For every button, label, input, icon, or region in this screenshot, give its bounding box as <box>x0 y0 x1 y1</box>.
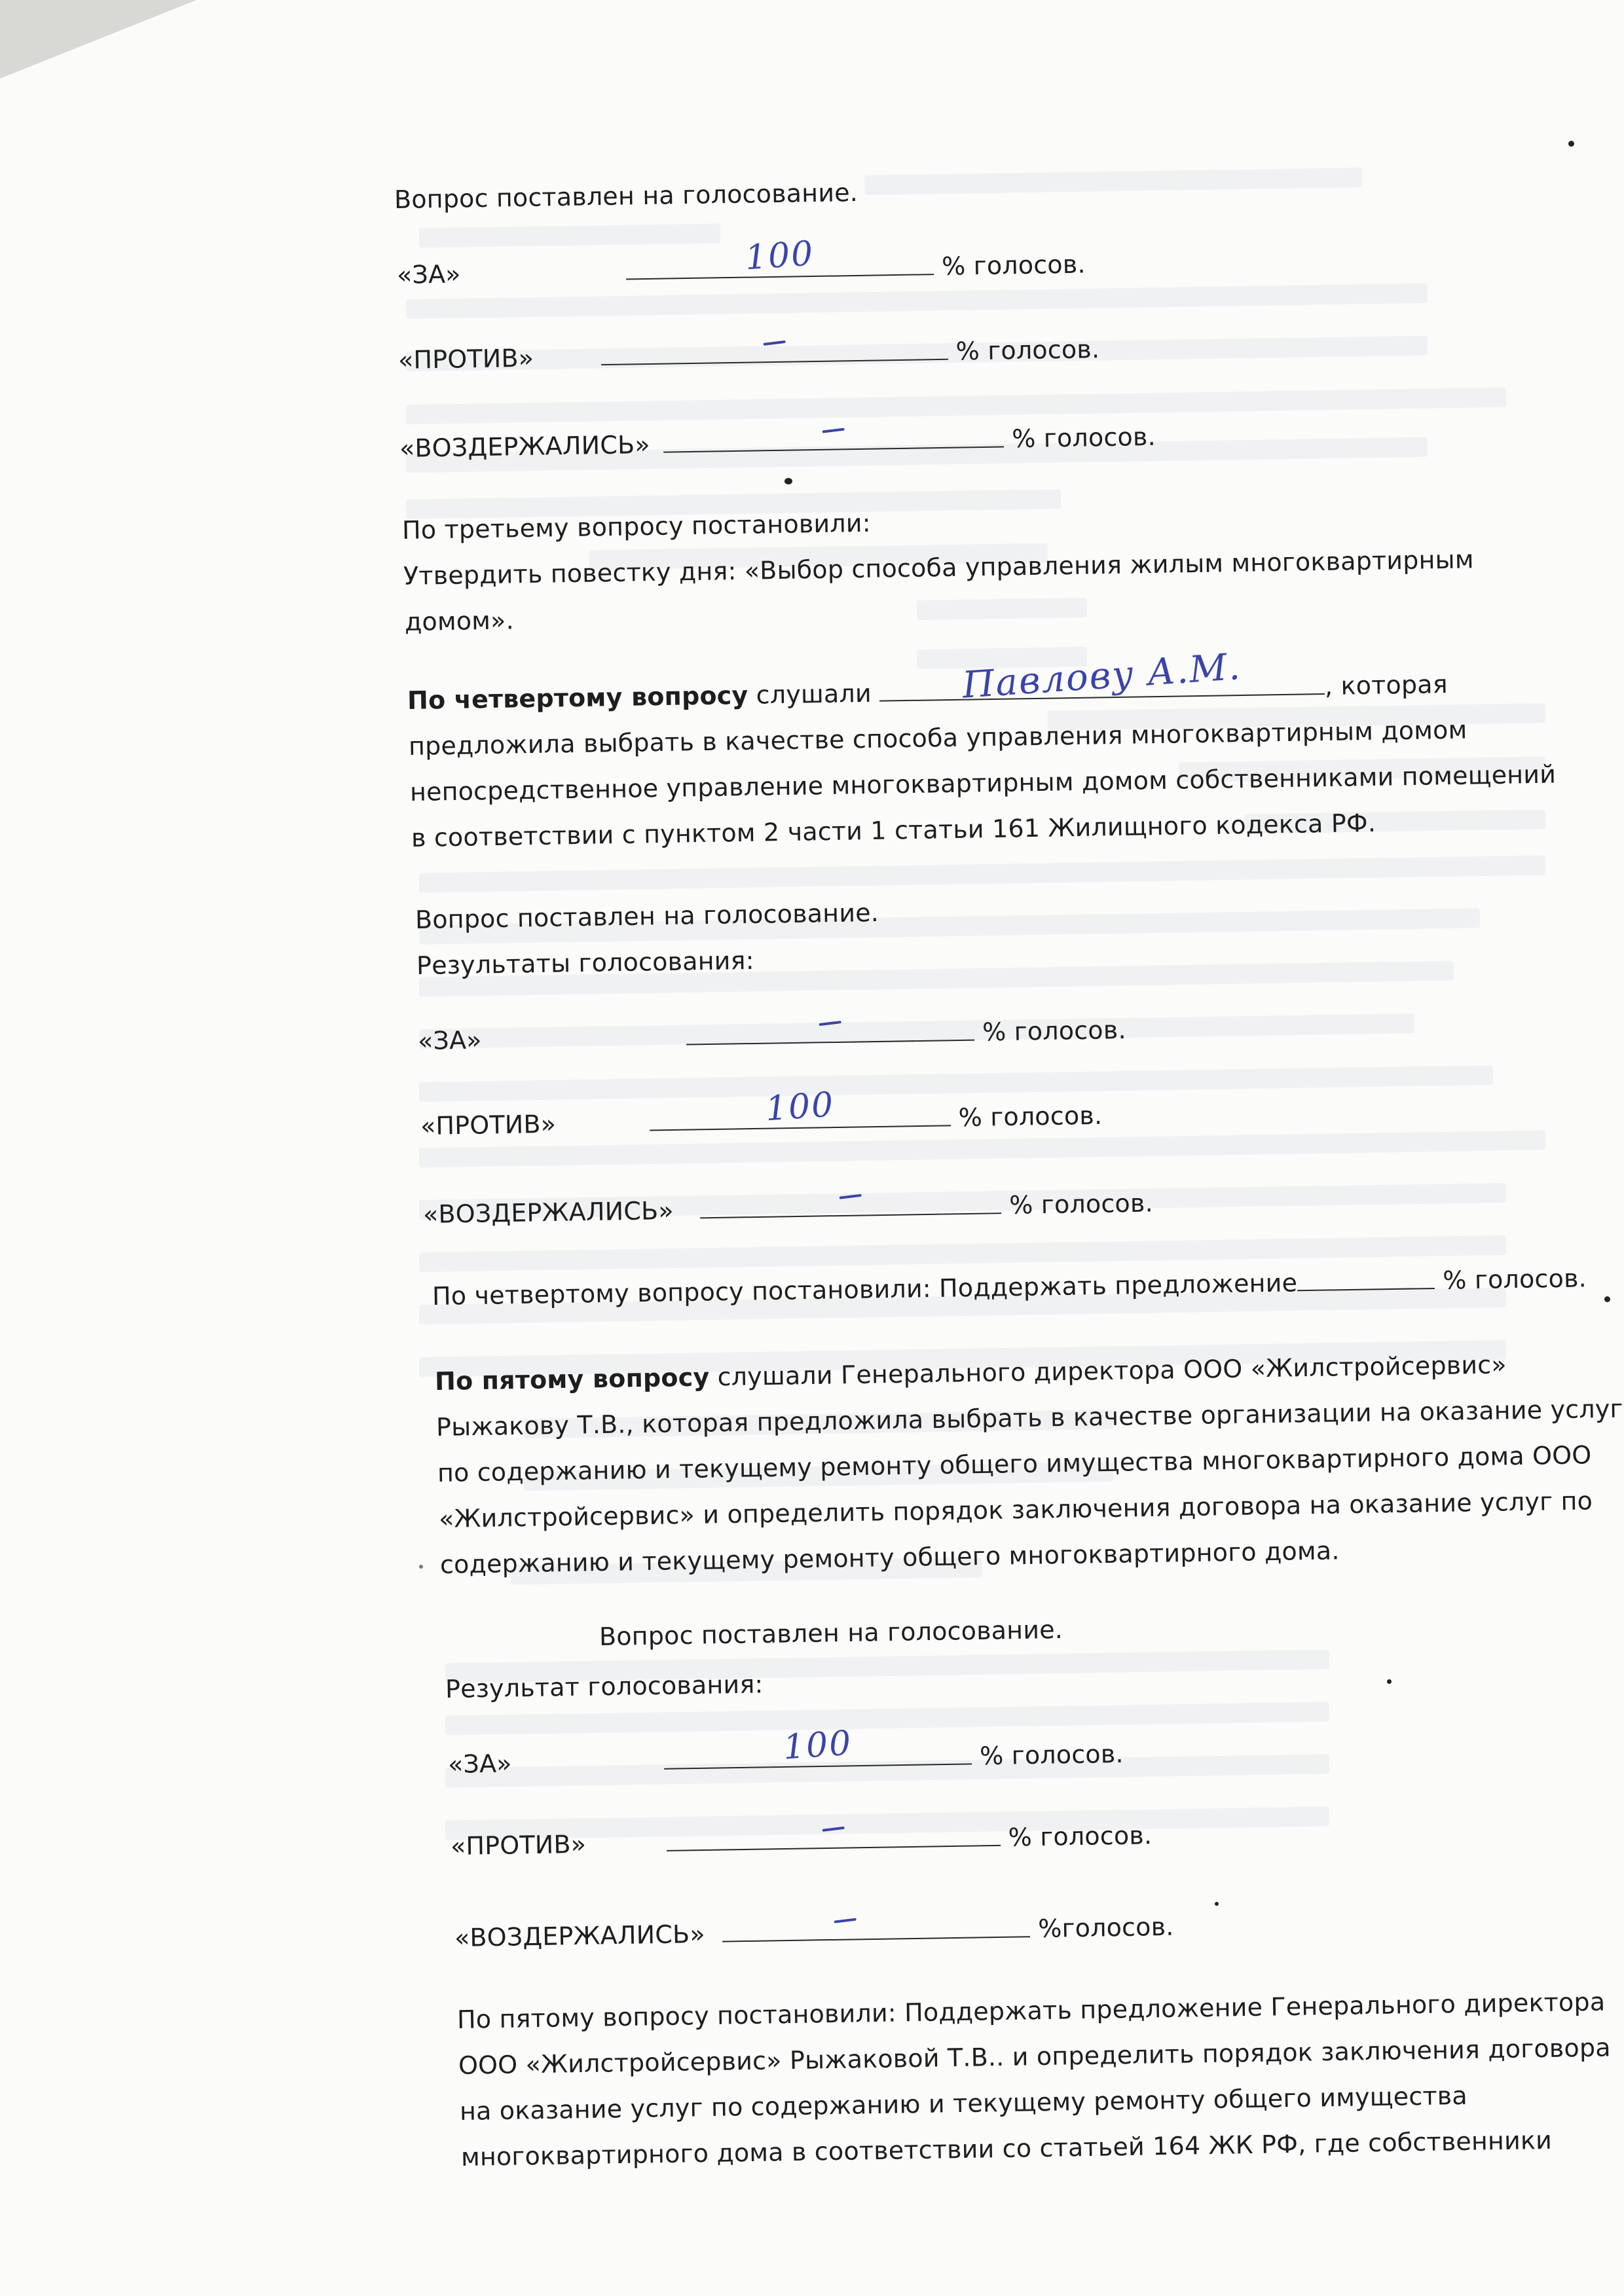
q5-za-label: «ЗА» <box>447 1749 512 1779</box>
q4-za-field[interactable] <box>686 1017 975 1046</box>
q5-lead-bold: По пятому вопросу <box>434 1362 710 1396</box>
q4-protiv-label: «ПРОТИВ» <box>420 1109 557 1140</box>
q5-decision-line3: на оказание услуг по содержанию и текущему ремонту общего имущества <box>459 2081 1468 2126</box>
block1-vozd-dash <box>822 428 845 433</box>
q5-results: Результат голосования: <box>445 1669 764 1704</box>
decision3-line1: Утвердить повестку дня: «Выбор способа управления жилым многоквартирным <box>403 545 1474 591</box>
q5-za-unit: % голосов. <box>979 1739 1124 1771</box>
q5-decision-line1: По пятому вопросу постановили: Поддержать предложение Генерального директора <box>456 1987 1606 2034</box>
block1-za-field[interactable] <box>626 234 934 280</box>
q5-protiv-field[interactable] <box>666 1823 1001 1851</box>
q4-results: Результаты голосования: <box>416 945 754 980</box>
q4-line3: непосредственное управление многоквартирным домом собственниками помещений <box>409 759 1557 807</box>
decision3-intro: По третьему вопросу постановили: <box>401 508 872 545</box>
block1-protiv-dash <box>763 340 785 346</box>
q5-line4: «Жилстройсервис» и определить порядок заключения договора на оказание услуг по <box>438 1486 1593 1533</box>
q5-line5: содержанию и текущему ремонту общего многоквартирного дома. <box>439 1536 1340 1579</box>
q5-line2: Рыжакову Т.В., которая предложила выбрать в качестве организации на оказание услуг <box>435 1394 1623 1442</box>
q5-decision-line4: многоквартирного дома в соответствии со статьей 164 ЖК РФ, где собственники <box>460 2125 1553 2172</box>
block1-protiv-field[interactable] <box>600 337 948 365</box>
q5-vozd-field[interactable] <box>722 1914 1031 1942</box>
q4-lead-bold: По четвертому вопросу <box>407 680 748 715</box>
q5-lead-rest: слушали Генерального директора ООО «Жилстройсервис» <box>709 1350 1507 1392</box>
block1-za-value: 100 <box>743 234 816 278</box>
q4-decision-field[interactable] <box>1297 1266 1435 1291</box>
q4-za-dash <box>819 1021 841 1026</box>
q5-za-value: 100 <box>782 1723 854 1768</box>
q5-heading: Вопрос поставлен на голосование. <box>599 1614 1063 1651</box>
q5-vozd-unit: %голосов. <box>1037 1912 1174 1943</box>
scan-speck <box>1215 1902 1219 1906</box>
q5-line3: по содержанию и текущему ремонту общего имущества многоквартирного дома ООО <box>437 1440 1592 1487</box>
block1-protiv-label: «ПРОТИВ» <box>397 343 534 374</box>
q5-protiv-unit: % голосов. <box>1008 1821 1153 1852</box>
scan-speck <box>1604 1296 1610 1302</box>
q5-za-field[interactable] <box>664 1723 972 1769</box>
block1-vozd-label: «ВОЗДЕРЖАЛИСЬ» <box>399 429 651 463</box>
q5-decision-line2: ООО «Жилстройсервис» Рыжаковой Т.В.. и определить порядок заключения договора <box>458 2033 1612 2080</box>
q4-heading: Вопрос поставлен на голосование. <box>415 898 879 934</box>
block1-vozd-field[interactable] <box>663 424 1005 453</box>
scan-speck <box>784 478 792 484</box>
q5-protiv-dash <box>822 1827 844 1832</box>
q5-vozd-label: «ВОЗДЕРЖАЛИСЬ» <box>454 1919 706 1952</box>
q5-protiv-label: «ПРОТИВ» <box>450 1829 587 1861</box>
q4-decision-prefix: По четвертому вопросу постановили: Поддержать предложение <box>432 1268 1298 1311</box>
q4-speaker-signature: Павлову А.М. <box>961 645 1243 707</box>
q4-lead-after: , которая <box>1324 670 1449 701</box>
scan-speck <box>1387 1679 1392 1684</box>
block1-vozd-unit: % голосов. <box>1011 422 1156 454</box>
q5-vozd-dash <box>834 1918 857 1923</box>
block1-heading: Вопрос поставлен на голосование. <box>394 177 858 214</box>
q4-za-label: «ЗА» <box>417 1025 482 1055</box>
q4-vozd-field[interactable] <box>700 1190 1002 1218</box>
scan-speck <box>1568 141 1574 147</box>
q4-line2: предложила выбрать в качестве способа управления многоквартирным домом <box>408 715 1467 761</box>
q4-decision-unit: % голосов. <box>1434 1264 1587 1295</box>
q4-vozd-dash <box>840 1194 862 1199</box>
q4-vozd-unit: % голосов. <box>1008 1188 1154 1220</box>
decision3-line2: домом». <box>404 606 515 636</box>
q4-lead-rest: слушали <box>748 678 880 710</box>
q4-speaker-field[interactable] <box>879 645 1325 707</box>
block1-protiv-unit: % голосов. <box>955 335 1100 366</box>
q4-vozd-label: «ВОЗДЕРЖАЛИСЬ» <box>422 1195 674 1229</box>
scan-speck <box>419 1565 423 1569</box>
block1-za-label: «ЗА» <box>396 259 461 289</box>
q4-protiv-field[interactable] <box>649 1085 951 1131</box>
q4-za-unit: % голосов. <box>982 1015 1126 1047</box>
q4-protiv-value: 100 <box>764 1085 836 1129</box>
block1-za-unit: % голосов. <box>941 249 1086 281</box>
q4-protiv-unit: % голосов. <box>958 1101 1103 1133</box>
q4-line4: в соответствии с пунктом 2 части 1 статьи 161 Жилищного кодекса РФ. <box>411 808 1376 852</box>
